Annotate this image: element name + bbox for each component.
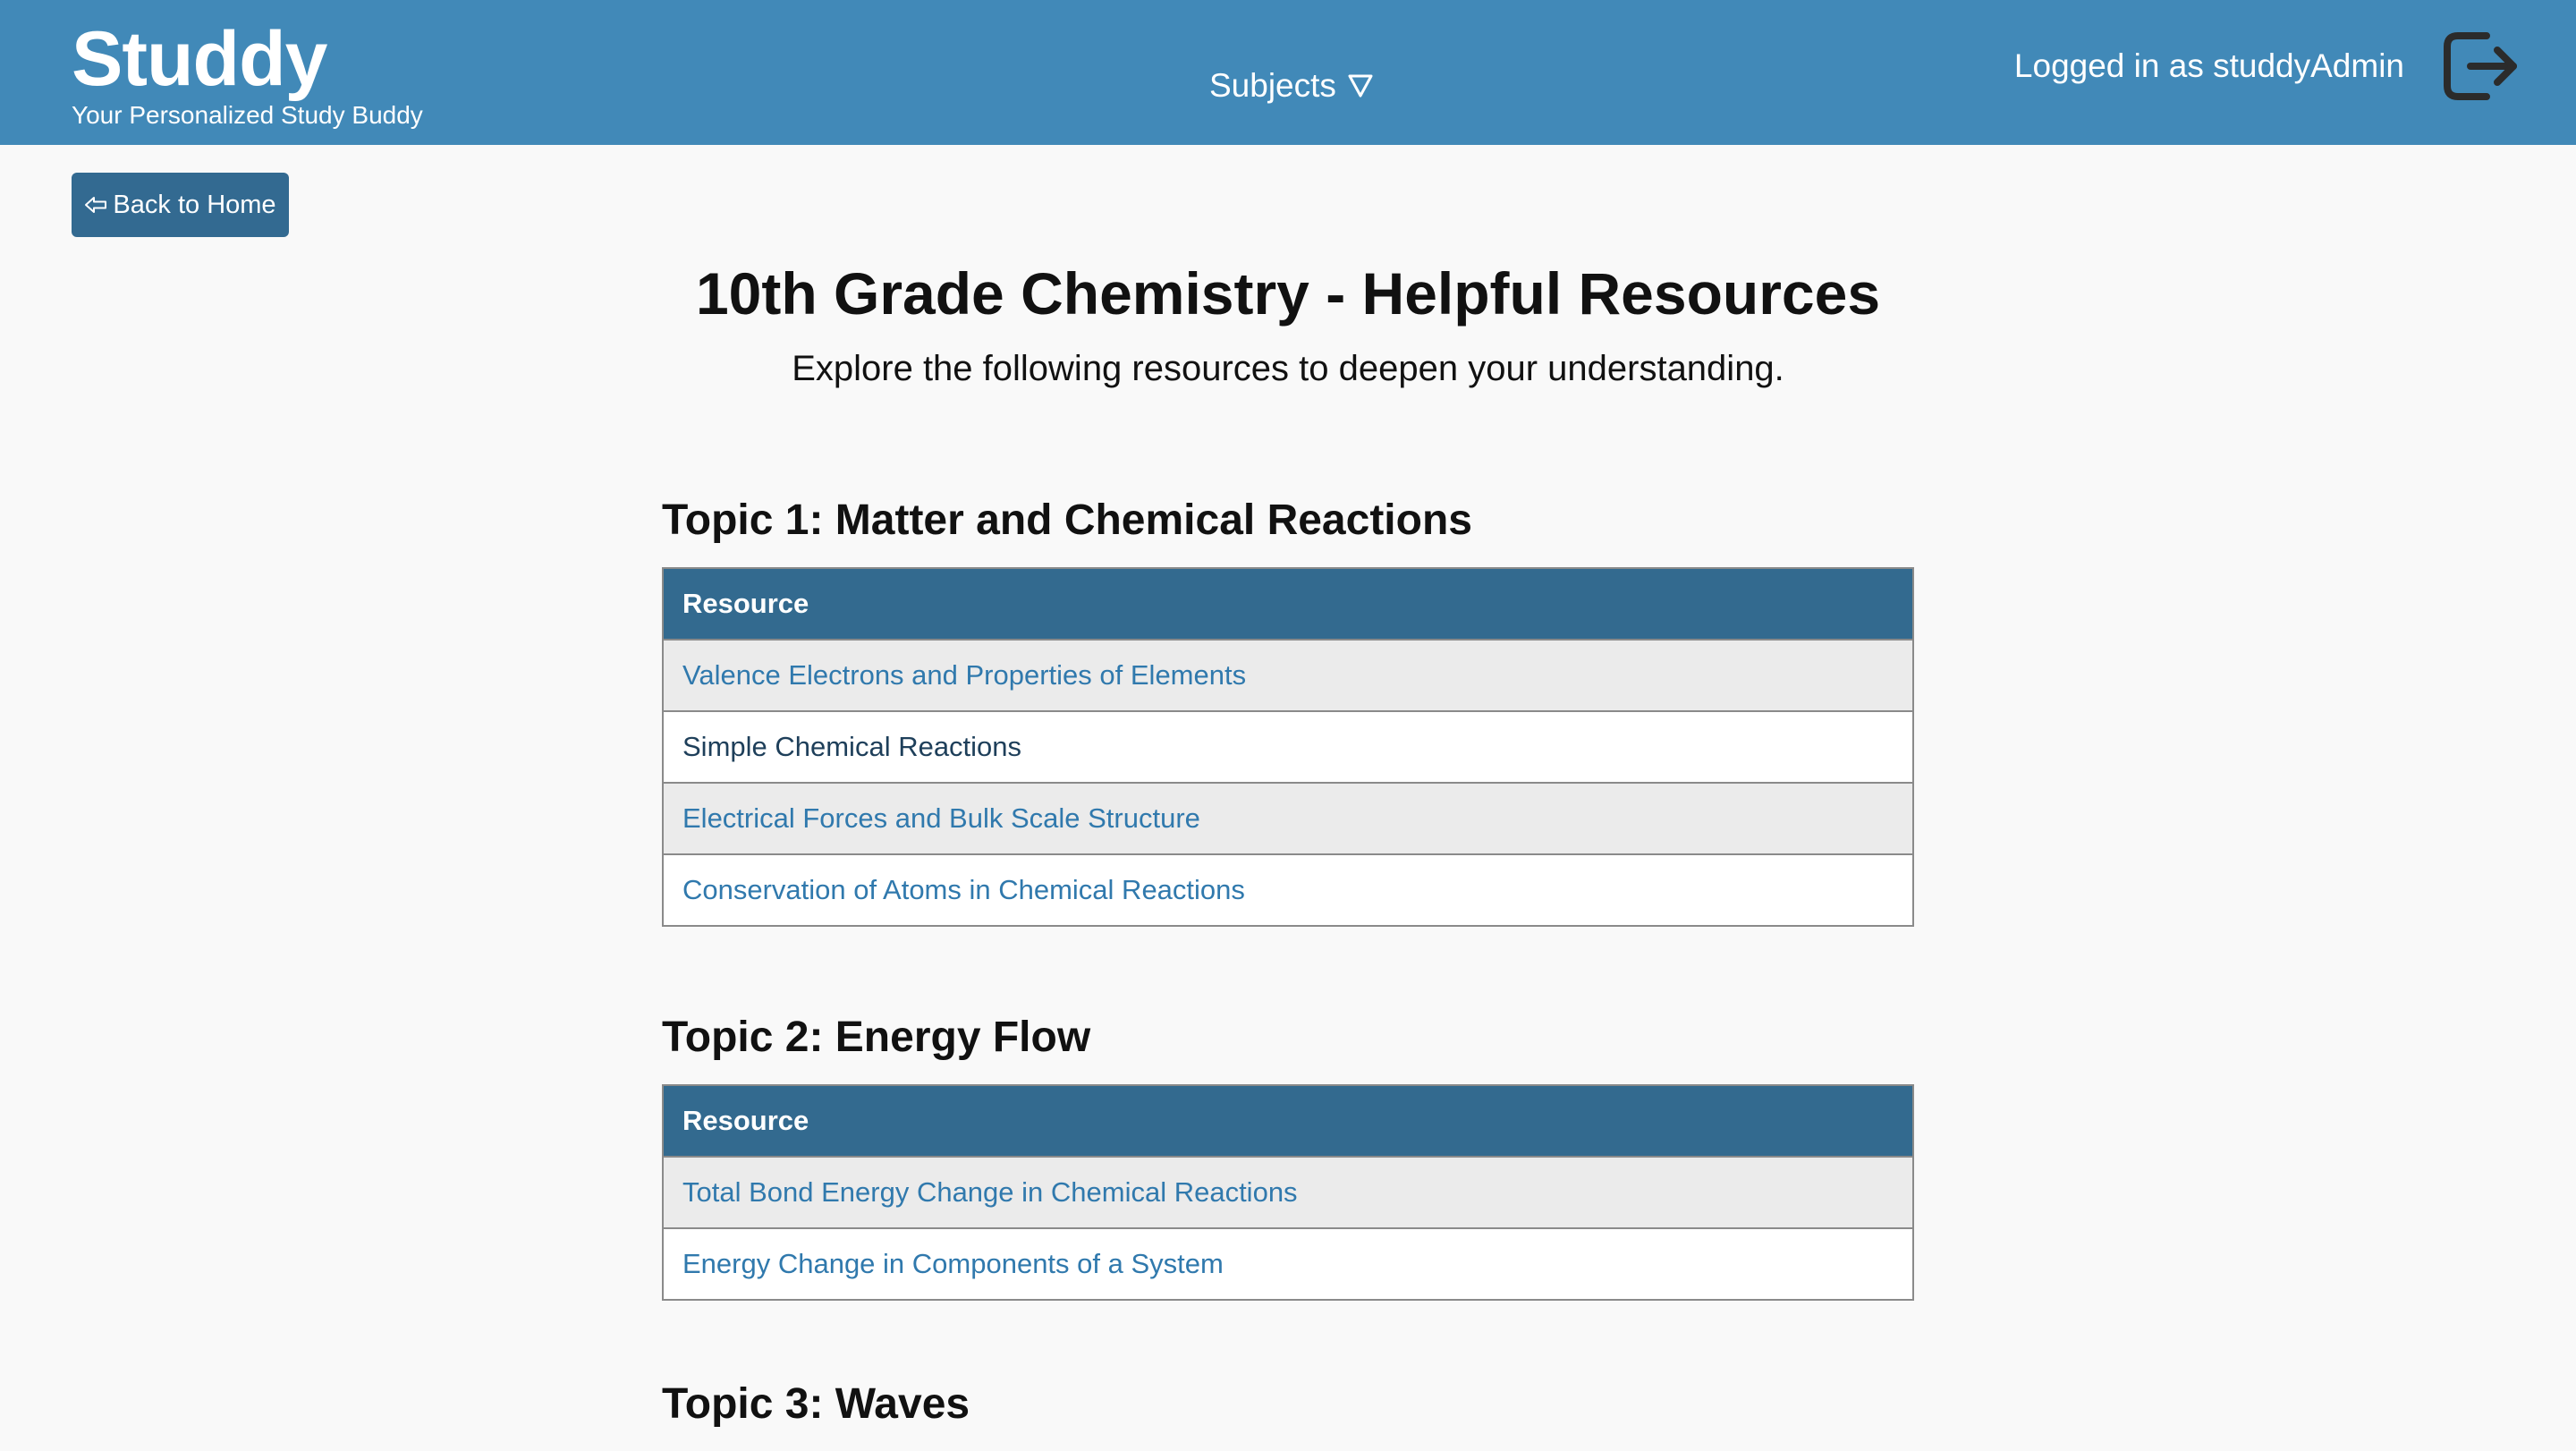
triangle-down-outline-icon [1347, 72, 1374, 99]
resource-column-header: Resource [663, 568, 1913, 640]
topic-section [662, 1011, 1914, 1301]
top-header [0, 0, 2576, 145]
logout-icon[interactable] [2436, 23, 2522, 109]
resource-table [662, 1084, 1914, 1301]
table-row [663, 640, 1913, 711]
resource-link[interactable]: Electrical Forces and Bulk Scale Structure [682, 802, 1200, 834]
resource-link[interactable]: Conservation of Atoms in Chemical Reactions [682, 874, 1245, 905]
resource-link[interactable]: Simple Chemical Reactions [682, 731, 1022, 762]
resource-link[interactable]: Energy Change in Components of a System [682, 1248, 1224, 1279]
resource-link[interactable]: Total Bond Energy Change in Chemical Reactions [682, 1176, 1298, 1208]
brand-tagline: Your Personalized Study Buddy [72, 101, 423, 129]
page-subtitle: Explore the following resources to deepen your understanding. [792, 349, 1784, 388]
subjects-label: Subjects [1209, 67, 1336, 104]
topic-heading: Topic 1: Matter and Chemical Reactions [662, 496, 1472, 544]
logged-in-user-label: Logged in as studdyAdmin [2013, 47, 2404, 84]
table-row [663, 1157, 1913, 1228]
topic-section [662, 494, 1914, 927]
subjects-dropdown[interactable] [1209, 66, 1374, 106]
resource-link[interactable]: Valence Electrons and Properties of Elements [682, 659, 1247, 691]
left-arrow-outline-icon [84, 195, 107, 215]
brand-title[interactable]: Studdy [72, 16, 327, 102]
table-row [663, 711, 1913, 783]
topic-section [662, 1378, 1914, 1451]
resource-column-header: Resource [663, 1085, 1913, 1157]
back-to-home-button[interactable] [72, 173, 289, 237]
table-row [663, 854, 1913, 926]
resource-table [662, 567, 1914, 927]
table-row [663, 1228, 1913, 1300]
user-area [2014, 21, 2522, 111]
page-title: 10th Grade Chemistry - Helpful Resources [695, 260, 1881, 327]
back-to-home-label: Back to Home [113, 190, 276, 219]
brand[interactable] [72, 14, 423, 131]
topic-heading: Topic 2: Energy Flow [662, 1014, 1091, 1061]
topic-heading: Topic 3: Waves [662, 1380, 970, 1428]
table-row [663, 783, 1913, 854]
